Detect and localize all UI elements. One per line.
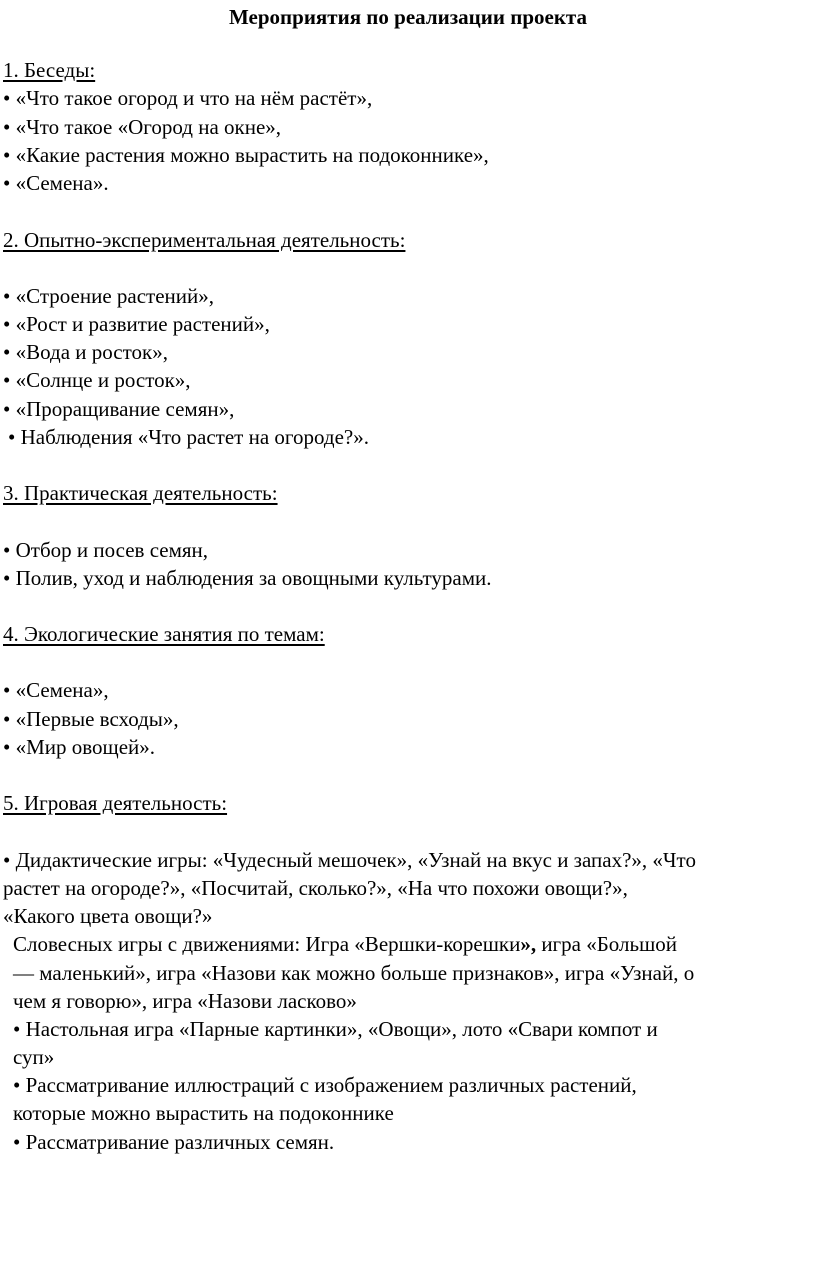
section-heading: 3. Практическая деятельность: xyxy=(3,481,278,505)
list-item-continuation: — маленький», игра «Назови как можно больше признаков», игра «Узнай, о xyxy=(13,961,695,985)
section-heading: 5. Игровая деятельность: xyxy=(3,791,228,815)
list-item: • Настольная игра «Парные картинки», «Овощи», лото «Свари компот и xyxy=(13,1017,658,1041)
section-heading: 4. Экологические занятия по темам: xyxy=(3,622,325,646)
verbal-games-bold-punct: », xyxy=(520,932,537,956)
list-item: • «Строение растений», xyxy=(3,284,214,308)
list-item: • Отбор и посев семян, xyxy=(3,538,209,562)
list-item: • «Рост и развитие растений», xyxy=(3,312,270,336)
list-item-continuation: суп» xyxy=(13,1045,55,1069)
list-item: • Дидактические игры: «Чудесный мешочек», «Узнай на вкус и запах?», «Что xyxy=(3,848,696,872)
list-item: • «Семена», xyxy=(3,678,109,702)
list-item: • Наблюдения «Что растет на огороде?». xyxy=(8,425,369,449)
list-item: • «Вода и росток», xyxy=(3,340,168,364)
list-item-continuation: чем я говорю», игра «Назови ласково» xyxy=(13,989,357,1013)
list-item: • «Что такое «Огород на окне», xyxy=(3,115,282,139)
list-item: • «Мир овощей». xyxy=(3,735,156,759)
list-item: • «Какие растения можно вырастить на подоконнике», xyxy=(3,143,489,167)
list-item: • «Первые всходы», xyxy=(3,707,179,731)
verbal-games-line xyxy=(13,931,677,957)
list-item-continuation: растет на огороде?», «Посчитай, сколько?», «На что похожи овощи?», xyxy=(3,876,628,900)
list-item: • Полив, уход и наблюдения за овощными культурами. xyxy=(3,566,492,590)
section-heading: 2. Опытно-экспериментальная деятельность: xyxy=(3,228,406,252)
list-item: • «Проращивание семян», xyxy=(3,397,235,421)
list-item-continuation: «Какого цвета овощи?» xyxy=(3,904,213,928)
list-item: • «Что такое огород и что на нём растёт», xyxy=(3,86,373,110)
verbal-games-text-cont: игра «Большой xyxy=(536,932,677,956)
list-item-continuation: которые можно вырастить на подоконнике xyxy=(13,1101,394,1125)
list-item: • «Солнце и росток», xyxy=(3,368,191,392)
list-item: • Рассматривание различных семян. xyxy=(13,1130,335,1154)
verbal-games-text: Словесных игры с движениями: Игра «Вершки-корешки xyxy=(13,932,521,956)
list-item: • «Семена». xyxy=(3,171,109,195)
document-title: Мероприятия по реализации проекта xyxy=(229,5,587,29)
list-item: • Рассматривание иллюстраций с изображением различных растений, xyxy=(13,1073,637,1097)
section-heading: 1. Беседы: xyxy=(3,58,96,82)
